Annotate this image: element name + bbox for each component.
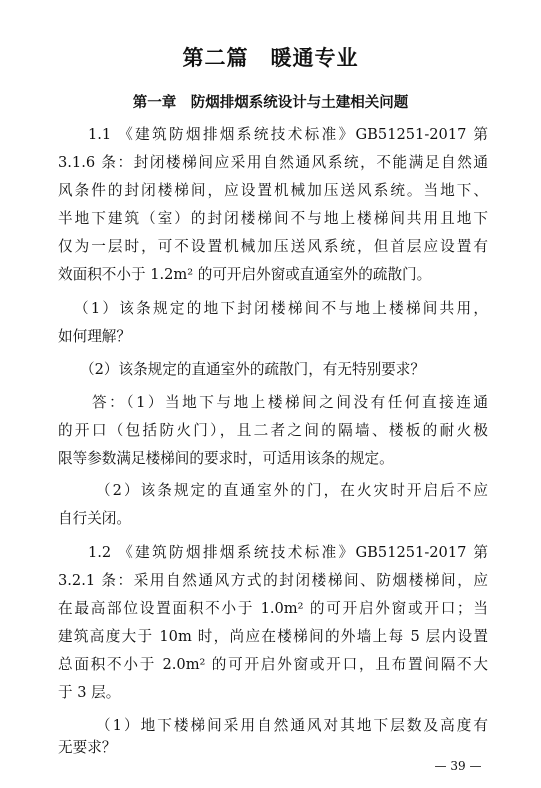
answer-line: 自行关闭。	[58, 510, 131, 527]
paragraph-line: 风条件的封闭楼梯间，应设置机械加压送风系统。当地下、	[58, 182, 488, 199]
question-line: 无要求？	[58, 739, 117, 756]
question-line: （1）该条规定的地下封闭楼梯间不与地上楼梯间共用，	[74, 300, 488, 317]
paragraph-line: 3.2.1 条：采用自然通风方式的封闭楼梯间、防烟楼梯间，应	[58, 572, 488, 589]
paragraph-line: 总面积不小于 2.0m² 的可开启外窗或开口，且布置间隔不大	[58, 656, 488, 673]
paragraph-line: 半地下建筑（室）的封闭楼梯间不与地上楼梯间共用且地下	[58, 210, 488, 227]
paragraph-line: 建筑高度大于 10m 时，尚应在楼梯间的外墙上每 5 层内设置	[58, 628, 488, 645]
paragraph-line: 3.1.6 条：封闭楼梯间应采用自然通风系统，不能满足自然通	[58, 154, 488, 171]
paragraph-line: 于 3 层。	[58, 684, 121, 701]
paragraph-line: 在最高部位设置面积不小于 1.0m² 的可开启外窗或开口；当	[58, 600, 488, 617]
answer-line: 的开口（包括防火门），且二者之间的隔墙、楼板的耐火极	[58, 422, 488, 439]
paragraph-line: 1.2 《建筑防烟排烟系统技术标准》GB51251-2017 第	[88, 544, 488, 561]
part-title: 第二篇 暖通专业	[182, 45, 359, 70]
question-line: （2）该条规定的直通室外的疏散门，有无特别要求？	[80, 361, 425, 378]
answer-line: 答：（1）当地下与地上楼梯间之间没有任何直接连通	[92, 394, 488, 411]
question-line: （1）地下楼梯间采用自然通风对其地下层数及高度有	[96, 717, 488, 734]
question-line: 如何理解？	[58, 328, 131, 345]
paragraph-line: 效面积不小于 1.2m² 的可开启外窗或直通室外的疏散门。	[58, 266, 432, 283]
chapter-title: 第一章 防烟排烟系统设计与土建相关问题	[132, 95, 409, 111]
answer-line: 限等参数满足楼梯间的要求时，可适用该条的规定。	[58, 450, 394, 467]
answer-line: （2）该条规定的直通室外的门，在火灾时开启后不应	[96, 482, 488, 499]
paragraph-line: 1.1 《建筑防烟排烟系统技术标准》GB51251-2017 第	[88, 126, 488, 143]
paragraph-line: 仅为一层时，可不设置机械加压送风系统，但首层应设置有	[58, 238, 488, 255]
page-number: — 39 —	[434, 759, 482, 773]
